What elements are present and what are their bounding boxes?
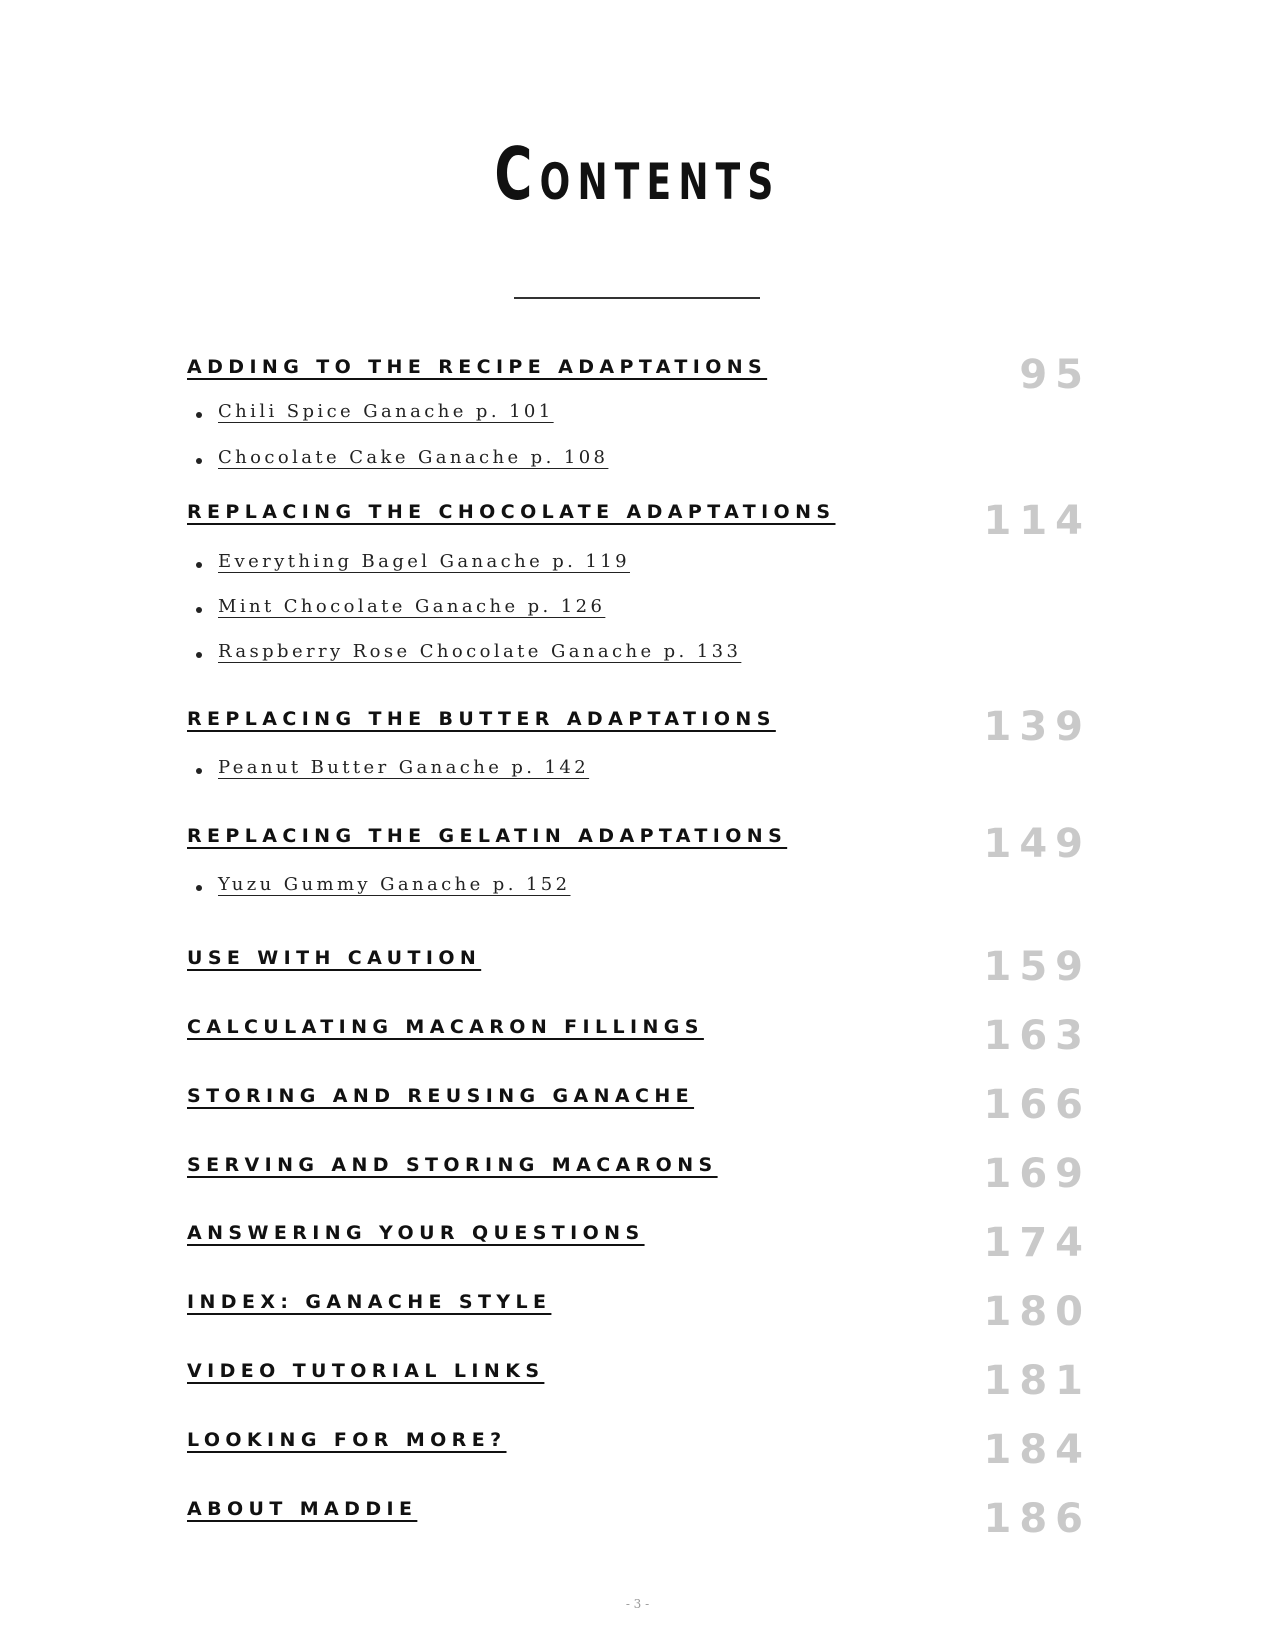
toc-page-number: 139 — [983, 704, 1091, 750]
toc-page-number: 95 — [1019, 352, 1091, 398]
toc-link-chili-spice[interactable]: Chili Spice Ganache p. 101 — [218, 401, 554, 422]
toc-page-number: 169 — [983, 1151, 1091, 1197]
toc-heading-about-maddie[interactable]: ABOUT MADDIE — [187, 1498, 418, 1520]
bullet — [196, 885, 202, 891]
toc-link-chocolate-cake[interactable]: Chocolate Cake Ganache p. 108 — [218, 447, 609, 468]
bullet — [196, 607, 202, 613]
toc-page-number: 166 — [983, 1082, 1091, 1128]
toc-heading-looking-for-more[interactable]: LOOKING FOR MORE? — [187, 1429, 507, 1451]
toc-page-number: 186 — [983, 1496, 1091, 1542]
page-footer-number: - 3 - — [625, 1597, 650, 1611]
toc-link-everything-bagel[interactable]: Everything Bagel Ganache p. 119 — [218, 551, 630, 572]
toc-heading-replacing-chocolate[interactable]: REPLACING THE CHOCOLATE ADAPTATIONS — [187, 501, 836, 523]
page-title: Contents — [494, 132, 781, 216]
bullet — [196, 412, 202, 418]
toc-page-number: 180 — [983, 1289, 1091, 1335]
toc-heading-calculating-fillings[interactable]: CALCULATING MACARON FILLINGS — [187, 1016, 704, 1038]
bullet — [196, 768, 202, 774]
bullet — [196, 562, 202, 568]
toc-link-yuzu-gummy[interactable]: Yuzu Gummy Ganache p. 152 — [218, 874, 571, 895]
bullet — [196, 652, 202, 658]
toc-heading-index-ganache[interactable]: INDEX: GANACHE STYLE — [187, 1291, 552, 1313]
toc-heading-use-with-caution[interactable]: USE WITH CAUTION — [187, 947, 482, 969]
toc-heading-serving-macarons[interactable]: SERVING AND STORING MACARONS — [187, 1154, 718, 1176]
toc-page-number: 159 — [983, 944, 1091, 990]
bullet — [196, 458, 202, 464]
toc-heading-video-tutorials[interactable]: VIDEO TUTORIAL LINKS — [187, 1360, 545, 1382]
toc-heading-answering-questions[interactable]: ANSWERING YOUR QUESTIONS — [187, 1222, 645, 1244]
title-divider — [514, 297, 760, 299]
toc-link-peanut-butter[interactable]: Peanut Butter Ganache p. 142 — [218, 757, 590, 778]
toc-page-number: 149 — [983, 821, 1091, 867]
toc-page-number: 184 — [983, 1427, 1091, 1473]
toc-link-mint-chocolate[interactable]: Mint Chocolate Ganache p. 126 — [218, 596, 606, 617]
toc-page-number: 174 — [983, 1220, 1091, 1266]
toc-link-raspberry-rose[interactable]: Raspberry Rose Chocolate Ganache p. 133 — [218, 641, 742, 662]
toc-heading-replacing-butter[interactable]: REPLACING THE BUTTER ADAPTATIONS — [187, 708, 776, 730]
toc-heading-replacing-gelatin[interactable]: REPLACING THE GELATIN ADAPTATIONS — [187, 825, 788, 847]
toc-page-number: 181 — [983, 1358, 1091, 1404]
toc-heading-storing-ganache[interactable]: STORING AND REUSING GANACHE — [187, 1085, 695, 1107]
toc-page-number: 114 — [983, 498, 1091, 544]
toc-page-number: 163 — [983, 1013, 1091, 1059]
toc-heading-adding-to-recipe[interactable]: ADDING TO THE RECIPE ADAPTATIONS — [187, 356, 768, 378]
